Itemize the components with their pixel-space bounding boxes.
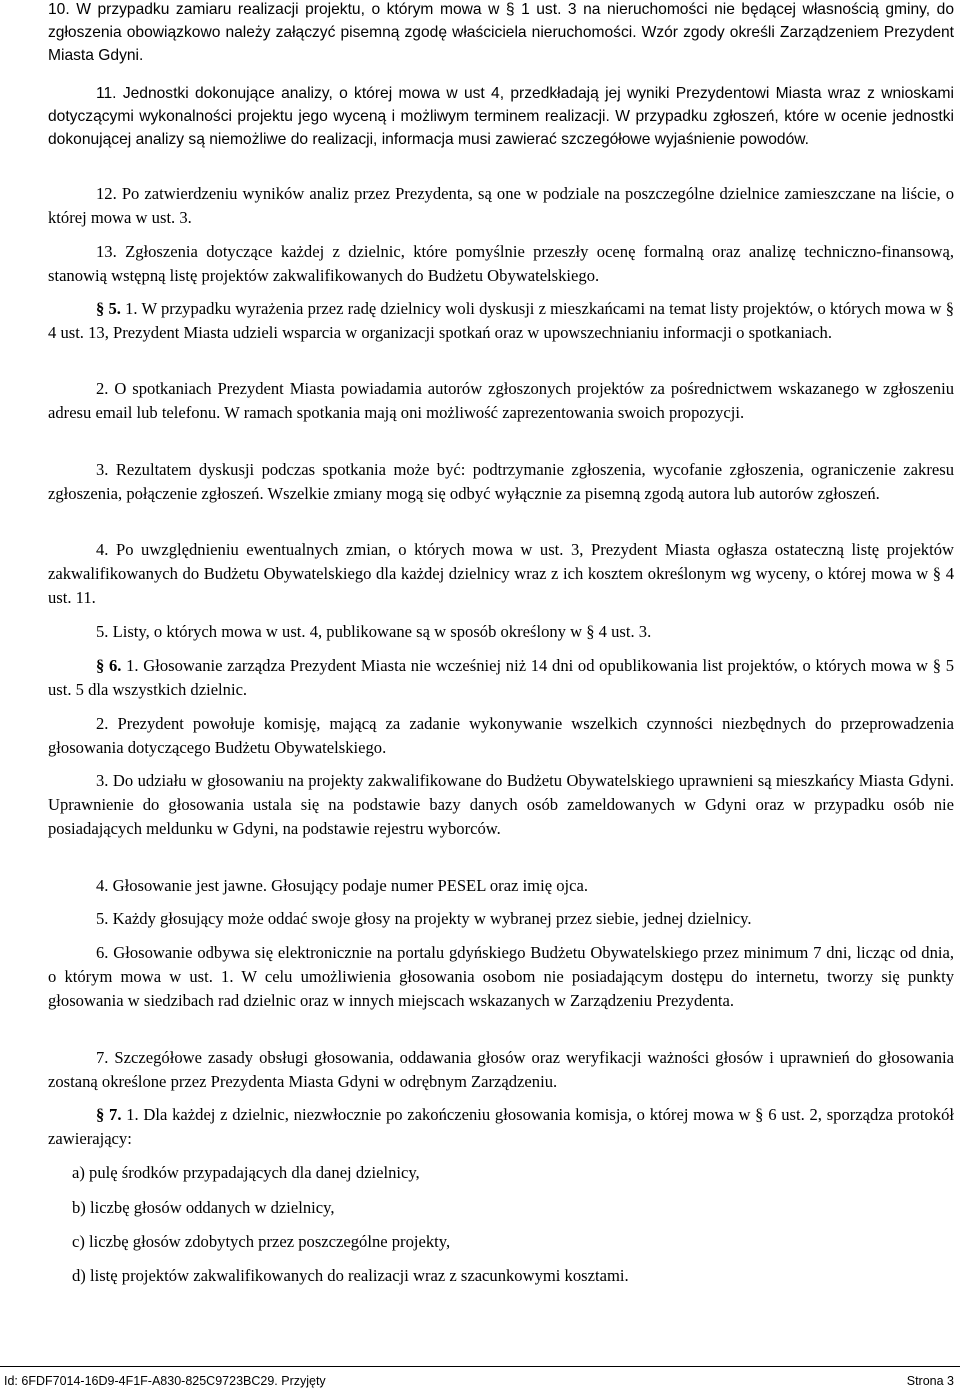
list-item: a) pulę środków przypadających dla danej dzielnicy, xyxy=(72,1163,420,1182)
section-5-paragraph-1 xyxy=(48,297,954,345)
section-5-paragraph-1-text: 1. W przypadku wyrażenia przez radę dzielnicy woli dyskusji z mieszkańcami na temat listy projektów, o których mowa w § 4 ust. 13, Prezydent Miasta udzieli wsparcia w organizacji spotkań oraz w upowszechnianiu informacji o spotkaniach. xyxy=(48,299,954,342)
page-footer xyxy=(0,1366,960,1392)
paragraph-4-12: 12. Po zatwierdzeniu wyników analiz przez Prezydenta, są one w podziale na poszczególne dzielnice zamieszczane na liście, o której mowa w ust. 3. xyxy=(48,184,954,227)
document-id: Id: 6FDF7014-16D9-4F1F-A830-825C9723BC29. Przyjęty xyxy=(4,1374,326,1388)
section-6-paragraph-5: 5. Każdy głosujący może oddać swoje głosy na projekty w wybranej przez siebie, jednej dzielnicy. xyxy=(96,909,752,928)
section-6-paragraph-3: 3. Do udziału w głosowaniu na projekty zakwalifikowane do Budżetu Obywatelskiego uprawnieni są mieszkańcy Miasta Gdyni. Uprawnienie do głosowania ustala się na podstawie bazy danych osób zameldowanych w Gdyni oraz w przypadku osób nie posiadających meldunku w Gdyni, na podstawie rejestru wyborców. xyxy=(48,771,954,838)
section-6-paragraph-4: 4. Głosowanie jest jawne. Głosujący podaje numer PESEL oraz imię ojca. xyxy=(96,876,588,895)
list-item: c) liczbę głosów zdobytych przez poszczególne projekty, xyxy=(72,1232,451,1251)
section-5-paragraph-5: 5. Listy, o których mowa w ust. 4, publikowane są w sposób określony w § 4 ust. 3. xyxy=(96,622,652,641)
list-item: d) listę projektów zakwalifikowanych do realizacji wraz z szacunkowymi kosztami. xyxy=(72,1266,629,1285)
section-5-paragraph-4: 4. Po uwzględnieniu ewentualnych zmian, o których mowa w ust. 3, Prezydent Miasta ogłasza ostateczną listę projektów zakwalifikowanych do Budżetu Obywatelskiego dla każdej dzielnicy wraz z ich kosztem określonym wg wyceny, o której mowa w § 4 ust. 11. xyxy=(48,540,954,607)
section-6-paragraph-7: 7. Szczegółowe zasady obsługi głosowania, oddawania głosów oraz weryfikacji ważności głosów i uprawnień do głosowania zostaną określone przez Prezydenta Miasta Gdyni w odrębnym Zarządzeniu. xyxy=(48,1048,954,1091)
section-7-paragraph-1 xyxy=(48,1103,954,1151)
section-5-paragraph-3: 3. Rezultatem dyskusji podczas spotkania może być: podtrzymanie zgłoszenia, wycofanie zgłoszenia, ograniczenie zakresu zgłoszenia, połączenie zgłoszeń. Wszelkie zmiany mogą się odbyć wyłącznie za pisemną zgodą autora lub autorów zgłoszeń. xyxy=(48,460,954,503)
section-5-paragraph-2: 2. O spotkaniach Prezydent Miasta powiadamia autorów zgłoszonych projektów za pośrednictwem wskazanego w zgłoszeniu adresu email lub telefonu. W ramach spotkania mają oni możliwość zaprezentowania swoich propozycji. xyxy=(48,379,954,422)
section-6-paragraph-6: 6. Głosowanie odbywa się elektronicznie na portalu gdyńskiego Budżetu Obywatelskiego przez minimum 7 dni, licząc od dnia, o którym mowa w ust. 1. W celu umożliwienia głosowania osobom nie posiadającym dostępu do internetu, tworzy się punkty głosowania w siedzibach rad dzielnic oraz w innych miejscach wskazanych w Zarządzeniu Prezydenta. xyxy=(48,943,954,1010)
section-5-marker: § 5. xyxy=(96,299,121,318)
section-6-paragraph-1 xyxy=(48,654,954,702)
section-6-paragraph-1-text: 1. Głosowanie zarządza Prezydent Miasta nie wcześniej niż 14 dni od opublikowania list projektów, o których mowa w § 5 ust. 5 dla wszystkich dzielnic. xyxy=(48,656,954,699)
list-item: b) liczbę głosów oddanych w dzielnicy, xyxy=(72,1198,335,1217)
paragraph-4-10: 10. W przypadku zamiaru realizacji projektu, o którym mowa w § 1 ust. 3 na nieruchomości nie będącej własnością gminy, do zgłoszenia obowiązkowo należy załączyć pisemną zgodę właściciela nieruchomości. Wzór zgody określi Zarządzeniem Prezydent Miasta Gdyni. xyxy=(48,1,954,64)
section-7-paragraph-1-text: 1. Dla każdej z dzielnic, niezwłocznie po zakończeniu głosowania komisja, o której mowa w § 6 ust. 2, sporządza protokół zawierający: xyxy=(48,1105,955,1148)
section-6-paragraph-2: 2. Prezydent powołuje komisję, mającą za zadanie wykonywanie wszelkich czynności niezbędnych do przeprowadzenia głosowania dotyczącego Budżetu Obywatelskiego. xyxy=(48,714,954,757)
paragraph-4-13: 13. Zgłoszenia dotyczące każdej z dzielnic, które pomyślnie przeszły ocenę formalną oraz analizę techniczno-finansową, stanowią wstępną listę projektów zakwalifikowanych do Budżetu Obywatelskiego. xyxy=(48,242,954,285)
paragraph-4-11: 11. Jednostki dokonujące analizy, o której mowa w ust 4, przedkładają jej wyniki Prezydentowi Miasta wraz z wnioskami dotyczącymi wykonalności projektu jego wyceną i możliwym terminem realizacji. W przypadku zgłoszeń, które w ocenie jednostki dokonującej analizy są niemożliwe do realizacji, informacja musi zawierać szczegółowe wyjaśnienie powodów. xyxy=(48,85,954,148)
section-6-marker: § 6. xyxy=(96,656,122,675)
page-number: Strona 3 xyxy=(906,1374,954,1388)
section-7-marker: § 7. xyxy=(96,1105,122,1124)
